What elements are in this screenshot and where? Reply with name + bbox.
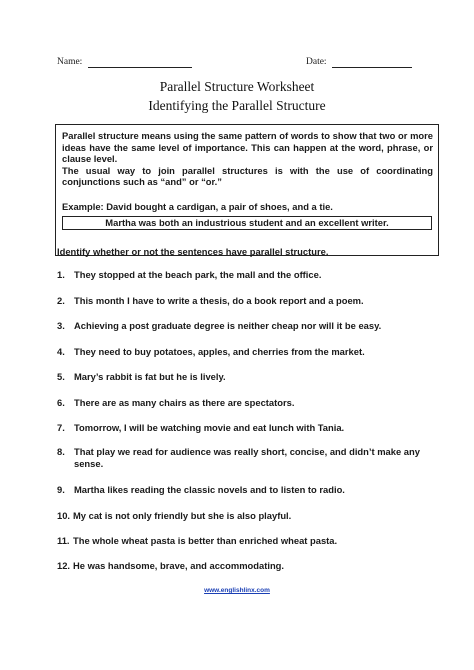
question-number: 4. — [57, 346, 65, 357]
question-text: This month I have to write a thesis, do a book report and a poem. — [74, 295, 364, 306]
header-row — [0, 55, 474, 71]
question-number: 6. — [57, 397, 65, 408]
question-item — [57, 371, 437, 383]
question-text: Achieving a post graduate degree is neither cheap nor will it be easy. — [74, 320, 382, 331]
question-text: They need to buy potatoes, apples, and cherries from the market. — [74, 346, 365, 357]
definition-paragraph-2: The usual way to join parallel structures is with the use of coordinating conjunctions such as “and” or “or.” — [62, 164, 433, 188]
worksheet-title: Parallel Structure Worksheet — [159, 79, 315, 94]
date-blank-line — [332, 67, 412, 68]
question-number: 1. — [57, 269, 65, 280]
question-item — [57, 295, 437, 307]
question-text: Tomorrow, I will be watching movie and eat lunch with Tania. — [74, 422, 345, 433]
question-number: 2. — [57, 295, 65, 306]
question-item — [57, 484, 437, 496]
question-number: 7. — [57, 422, 65, 433]
question-number: 11. — [57, 535, 70, 546]
question-item — [57, 510, 437, 522]
question-text: The whole wheat pasta is better than enriched wheat pasta. — [73, 535, 338, 546]
definition-text — [62, 130, 433, 188]
question-item — [57, 560, 437, 572]
question-item — [57, 269, 437, 281]
question-number: 9. — [57, 484, 65, 495]
question-text: Martha likes reading the classic novels and to listen to radio. — [74, 484, 345, 495]
question-number: 8. — [57, 446, 65, 457]
question-text: He was handsome, brave, and accommodating. — [73, 560, 284, 571]
question-text: My cat is not only friendly but she is also playful. — [73, 510, 292, 521]
question-item — [57, 346, 437, 358]
question-text: There are as many chairs as there are spectators. — [74, 397, 295, 408]
definition-box — [55, 124, 439, 256]
date-label: Date: — [306, 57, 327, 67]
name-label: Name: — [57, 57, 83, 67]
name-blank-line — [88, 67, 192, 68]
worksheet-subtitle: Identifying the Parallel Structure — [148, 98, 326, 113]
question-item — [57, 422, 437, 434]
question-number: 3. — [57, 320, 65, 331]
footer-website-link[interactable]: www.englishlinx.com — [204, 587, 270, 594]
question-item — [57, 535, 437, 547]
question-text: They stopped at the beach park, the mall and the office. — [74, 269, 322, 280]
definition-paragraph-1: Parallel structure means using the same pattern of words to show that two or more ideas have the same level of importance. This can happen at the word, phrase, or clause level. — [62, 130, 433, 165]
question-text: That play we read for audience was really short, concise, and didn’t make any sense. — [74, 446, 420, 469]
example-sentence: Example: David bought a cardigan, a pair of shoes, and a tie. — [62, 201, 333, 212]
question-number: 12. — [57, 560, 71, 571]
question-item — [57, 320, 437, 332]
example-answer-box: Martha was both an industrious student and an excellent writer. — [62, 216, 432, 230]
instructions: Identify whether or not the sentences have parallel structure. — [57, 246, 329, 257]
question-text: Mary’s rabbit is fat but he is lively. — [74, 371, 226, 382]
question-item — [57, 397, 437, 409]
question-number: 5. — [57, 371, 65, 382]
question-item — [57, 446, 437, 469]
question-number: 10. — [57, 510, 71, 521]
